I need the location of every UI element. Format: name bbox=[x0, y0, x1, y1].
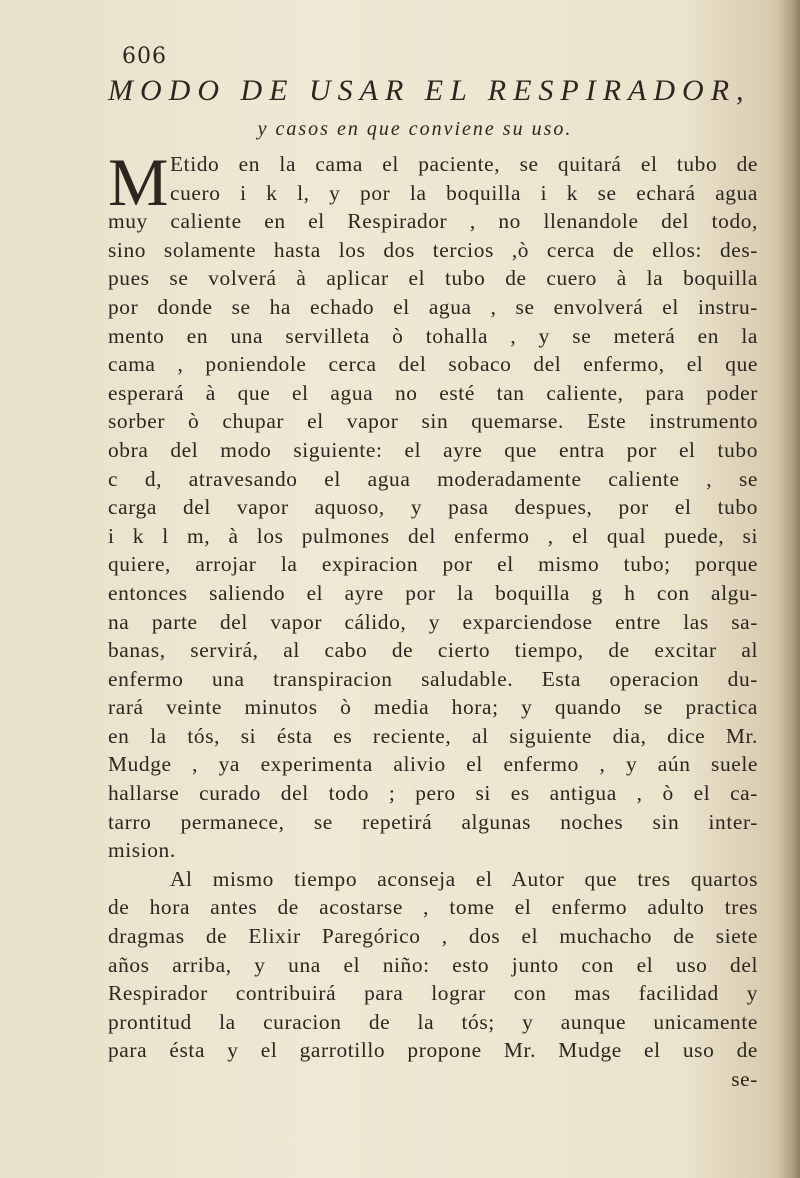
text-line: años arriba, y una el niño: esto junto con el uso del bbox=[108, 952, 758, 977]
page-edge-shadow bbox=[778, 0, 800, 1178]
text-line: Mudge , ya experimenta alivio el enfermo , y aún suele bbox=[108, 752, 758, 777]
text-line: i k l m, à los pulmones del enfermo , el qual puede, si bbox=[108, 523, 758, 548]
text-line: esperará à que el agua no esté tan caliente, para poder bbox=[108, 380, 758, 405]
text-line: muy caliente en el Respirador , no llenandole del todo, bbox=[108, 209, 758, 234]
text-line: sino solamente hasta los dos tercios ,ò cerca de ellos: des- bbox=[108, 237, 758, 262]
body-text bbox=[108, 144, 758, 1094]
text-line: en la tós, si ésta es reciente, al siguiente dia, dice Mr. bbox=[108, 723, 758, 748]
text-line: para ésta y el garrotillo propone Mr. Mudge el uso de bbox=[108, 1038, 758, 1063]
text-line: na parte del vapor cálido, y exparciendose entre las sa- bbox=[108, 609, 758, 634]
text-line: sorber ò chupar el vapor sin quemarse. Este instrumento bbox=[108, 409, 758, 434]
text-line: de hora antes de acostarse , tome el enfermo adulto tres bbox=[108, 895, 758, 920]
section-subtitle: y casos en que conviene su uso. bbox=[257, 118, 573, 140]
text-line: Respirador contribuirá para lograr con mas facilidad y bbox=[108, 981, 758, 1006]
text-line: entonces saliendo el ayre por la boquilla g h con algu- bbox=[108, 580, 758, 605]
text-line: enfermo una transpiracion saludable. Esta operacion du- bbox=[108, 666, 758, 691]
text-line: cuero i k l, y por la boquilla i k se echará agua bbox=[170, 180, 758, 205]
text-line: cama , poniendole cerca del sobaco del enfermo, el que bbox=[108, 352, 758, 377]
page-number: 606 bbox=[122, 44, 167, 69]
text-line: quiere, arrojar la expiracion por el mismo tubo; porque bbox=[108, 552, 758, 577]
text-line: hallarse curado del todo ; pero si es antigua , ò el ca- bbox=[108, 781, 758, 806]
text-line: rará veinte minutos ò media hora; y quando se practica bbox=[108, 695, 758, 720]
catchword: se- bbox=[731, 1067, 758, 1091]
text-line: prontitud la curacion de la tós; y aunque unicamente bbox=[108, 1009, 758, 1034]
text-line: mision. bbox=[108, 838, 176, 863]
text-line: banas, servirá, al cabo de cierto tiempo, de excitar al bbox=[108, 638, 758, 663]
text-line: Etido en la cama el paciente, se quitará el tubo de bbox=[170, 152, 758, 176]
text-line: dragmas de Elixir Paregórico , dos el muchacho de siete bbox=[108, 924, 758, 949]
text-line: Al mismo tiempo aconseja el Autor que tres quartos bbox=[170, 866, 758, 891]
text-line: carga del vapor aquoso, y pasa despues, por el tubo bbox=[108, 495, 758, 520]
text-line: mento en una servilleta ò tohalla , y se meterá en la bbox=[108, 323, 758, 348]
text-line: obra del modo siguiente: el ayre que entra por el tubo bbox=[108, 437, 758, 462]
text-line: c d, atravesando el agua moderadamente caliente , se bbox=[108, 466, 758, 491]
text-line: por donde se ha echado el agua , se envolverá el instru- bbox=[108, 294, 758, 319]
text-line: tarro permanece, se repetirá algunas noches sin inter- bbox=[108, 809, 758, 834]
drop-cap: M bbox=[108, 144, 170, 220]
text-line: pues se volverá à aplicar el tubo de cuero à la boquilla bbox=[108, 266, 758, 291]
section-title: MODO DE USAR EL RESPIRADOR, bbox=[108, 74, 751, 107]
